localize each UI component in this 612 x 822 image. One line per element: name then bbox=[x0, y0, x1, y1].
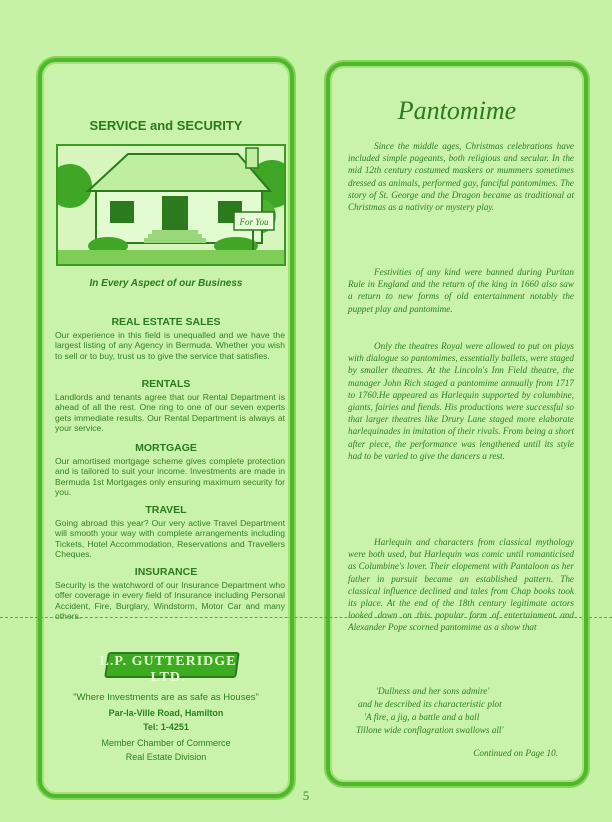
company-address: Par-la-Ville Road, Hamilton bbox=[108, 708, 224, 718]
section-heading-real-estate: REAL ESTATE SALES bbox=[111, 316, 221, 328]
article-quote-intro: and he described its characteristic plot bbox=[358, 699, 502, 709]
company-logo-text: L.P. GUTTERIDGE LTD. bbox=[99, 654, 237, 685]
real-estate-division: Real Estate Division bbox=[125, 752, 207, 762]
article-paragraph-2: Festivities of any kind were banned during Puritan Rule in England and the return of the king in 1660 also saw a return to new forms of old entertainment notably the puppet play and pantomime. bbox=[348, 267, 574, 314]
section-body-mortgage: Our amortised mortgage scheme gives complete protection and is tailored to suit your income. Investments are made in Bermuda 1st Mortgages only ensuring maximum security for you. bbox=[55, 456, 285, 498]
article-title: Pantomime bbox=[397, 96, 517, 125]
for-you-sign: For You bbox=[239, 217, 269, 227]
section-heading-insurance: INSURANCE bbox=[134, 566, 198, 578]
section-heading-rentals: RENTALS bbox=[141, 378, 191, 390]
company-slogan: "Where Investments are as safe as Houses" bbox=[73, 692, 259, 703]
section-body-rentals: Landlords and tenants agree that our Rental Department is ahead of all the rest. One ring to one of our seven experts gets immediate results. Our Rental Department is always at your service. bbox=[55, 392, 285, 434]
section-heading-travel: TRAVEL bbox=[145, 504, 187, 516]
company-telephone: Tel: 1-4251 bbox=[143, 722, 189, 732]
page-number: 5 bbox=[302, 788, 310, 803]
article-quote-2a: 'A fire, a jig, a battle and a ball bbox=[364, 712, 480, 722]
article-quote-1: 'Dullness and her sons admire' bbox=[376, 686, 490, 696]
house-drawing bbox=[58, 146, 284, 264]
chamber-membership: Member Chamber of Commerce bbox=[101, 738, 231, 748]
fold-line bbox=[0, 617, 612, 618]
section-body-insurance: Security is the watchword of our Insurance Department who offer coverage in every field of Insurance including Personal Accident, Fire, Burglary, Windstorm, Motor Car and many others. bbox=[55, 580, 285, 622]
article-panel bbox=[326, 62, 588, 786]
article-paragraph-3: Only the theatres Royal were allowed to put on plays with dialogue so pantomimes, essentially ballets, were staged by smaller theatres. At the Lincoln's Inn Field theatre, the manager John Rich staged a pantomime annually from 1717 to 1760.He appeared as Harlequin supported by columbine, giants, fairies and fiends. His productions were successful so that larger theatres like Drury Lane staged more elaborate harlequinades in imitation of their rivals. From being a short after piece, the performance was lengthened until its style had to be varied to give the dancers a rest. bbox=[348, 341, 575, 461]
house-illustration bbox=[56, 144, 286, 266]
article-quote-2b: Tillone wide conflagration swallows all' bbox=[356, 725, 504, 735]
section-body-travel: Going abroad this year? Our very active Travel Department will smooth your way with complete arrangements including Tickets, Hotel Accommodation, Reservations and Travellers Cheques. bbox=[55, 518, 285, 560]
section-heading-mortgage: MORTGAGE bbox=[135, 442, 197, 454]
section-body-real-estate: Our experience in this field is unequalled and we have the largest listing of any Agency in Bermuda. Whether you wish to sell or to buy, trust us to give the service that satisfies. bbox=[55, 330, 285, 361]
advertisement-panel bbox=[38, 58, 294, 798]
ad-title: SERVICE and SECURITY bbox=[89, 118, 243, 133]
article-paragraph-4: Harlequin and characters from classical mythology were both used, but Harlequin was comic until romanticised as Columbine's lover. Their elopement with Pantaloon as her father in pursuit became an established pattern. The classical influence declined and tales from Chap books took its place. At the end of the 18th century legitimate actors looked down on this popular form of entertainment and Alexander Pope scorned pantomime as a show that bbox=[348, 537, 574, 633]
company-logo bbox=[88, 644, 248, 690]
ad-tagline: In Every Aspect of our Business bbox=[89, 278, 243, 289]
article-paragraph-1: Since the middle ages, Christmas celebrations have included simple pageants, both religious and secular. In the mid 12th century costumed maskers or mummers sometimes dressed as animals, performed gay, fanciful pantomimes. The story of St. George and the Dragon became as traditional at Christmas as a nativity or mystery play. bbox=[348, 141, 574, 213]
continued-note: Continued on Page 10. bbox=[473, 748, 558, 758]
